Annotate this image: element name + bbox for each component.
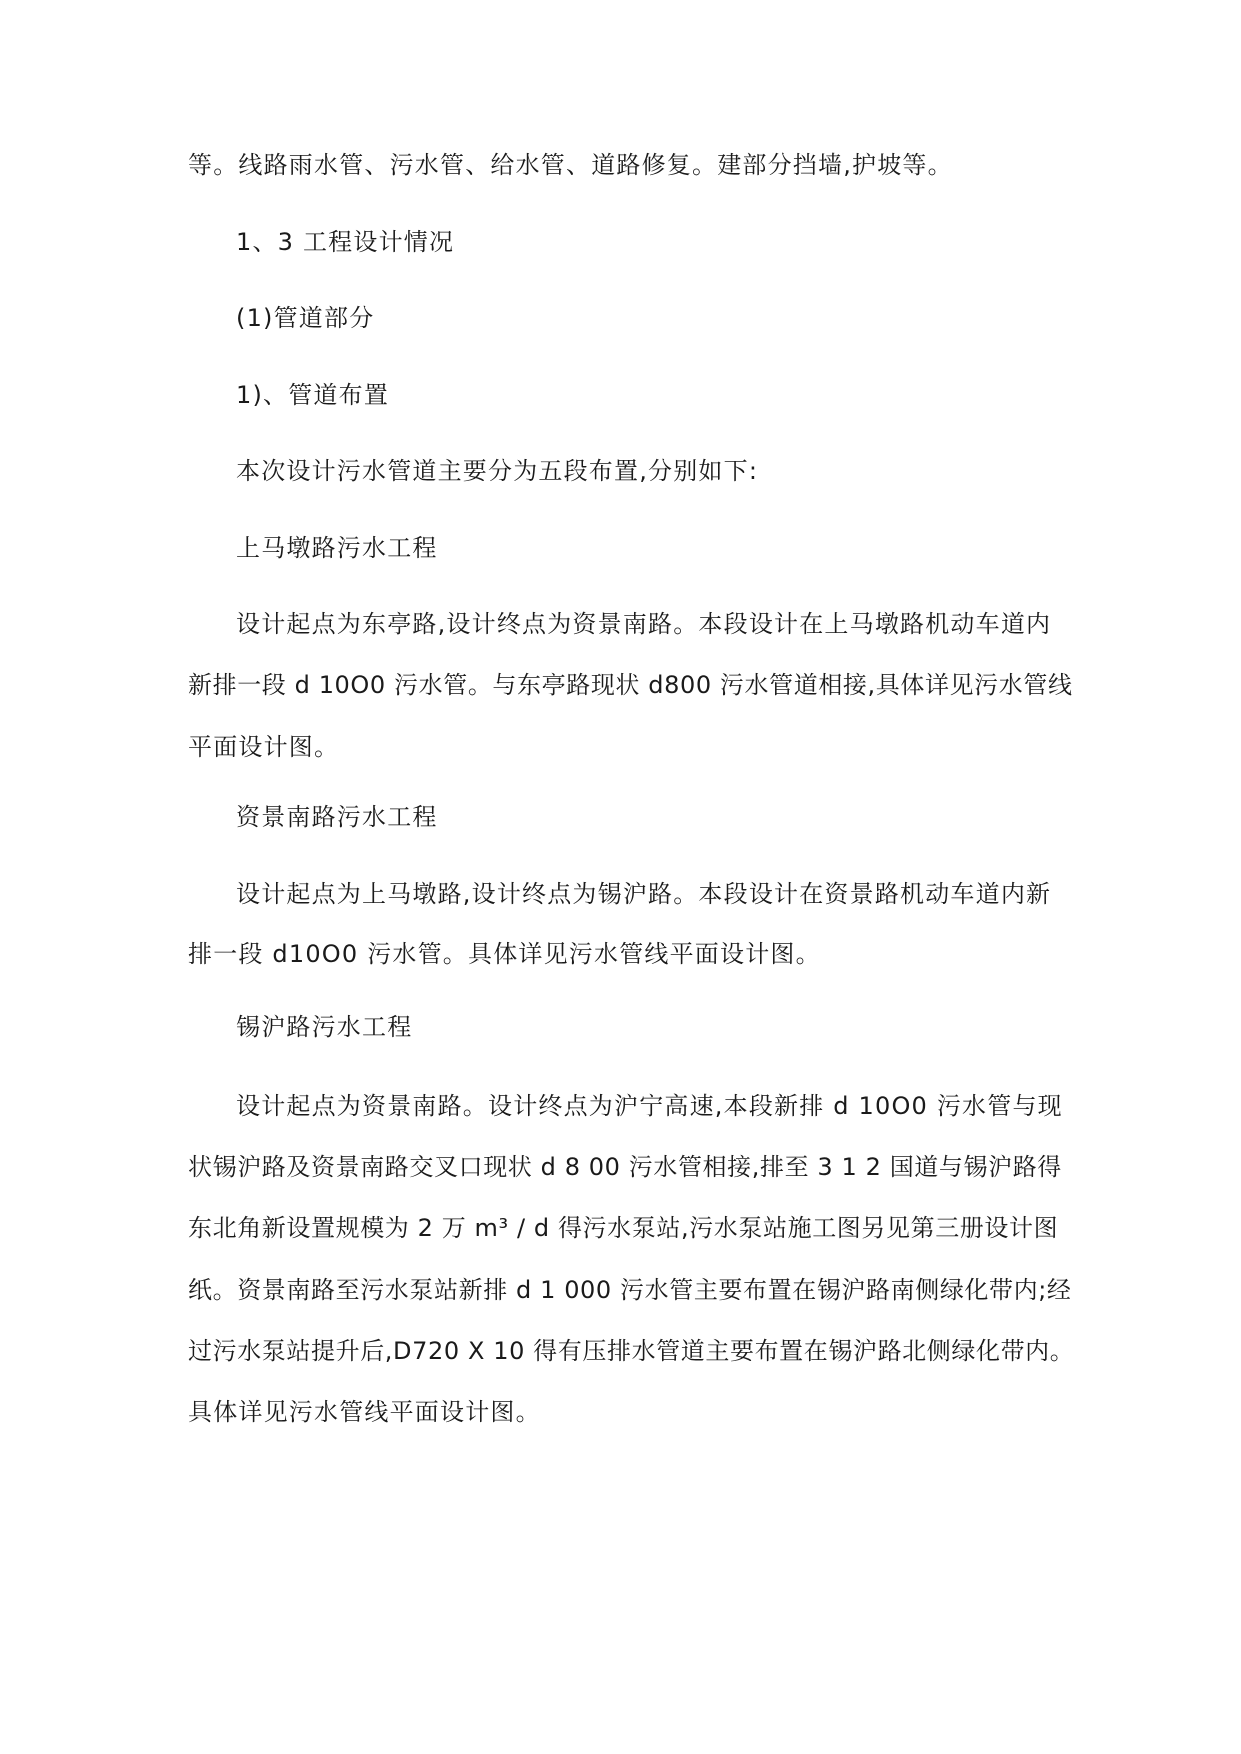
subsection-heading: 1)、管道布置 <box>236 381 390 409</box>
paragraph-line: 过污水泵站提升后,D720 X 10 得有压排水管道主要布置在锡沪路北侧绿化带内。 <box>188 1337 1075 1365</box>
subsection-heading: (1)管道部分 <box>236 304 375 332</box>
section-heading: 1、3 工程设计情况 <box>236 228 455 256</box>
paragraph-line: 新排一段 d 10O0 污水管。与东亭路现状 d800 污水管道相接,具体详见污水管线 <box>188 671 1073 699</box>
paragraph-line: 设计起点为东亭路,设计终点为资景南路。本段设计在上马墩路机动车道内 <box>236 610 1052 638</box>
paragraph-line: 设计起点为上马墩路,设计终点为锡沪路。本段设计在资景路机动车道内新 <box>236 880 1052 908</box>
paragraph-line: 平面设计图。 <box>188 733 340 761</box>
item-heading: 上马墩路污水工程 <box>236 534 438 562</box>
paragraph-line: 纸。资景南路至污水泵站新排 d 1 000 污水管主要布置在锡沪路南侧绿化带内;经 <box>188 1276 1072 1304</box>
paragraph-line: 设计起点为资景南路。设计终点为沪宁高速,本段新排 d 10O0 污水管与现 <box>236 1092 1063 1120</box>
paragraph-line: 本次设计污水管道主要分为五段布置,分别如下: <box>236 457 759 485</box>
paragraph-line: 东北角新设置规模为 2 万 m³ / d 得污水泵站,污水泵站施工图另见第三册设计图 <box>188 1214 1059 1242</box>
paragraph-line: 排一段 d10O0 污水管。具体详见污水管线平面设计图。 <box>188 940 821 968</box>
item-heading: 资景南路污水工程 <box>236 803 438 831</box>
paragraph-line: 状锡沪路及资景南路交叉口现状 d 8 00 污水管相接,排至 3 1 2 国道与锡沪路得 <box>188 1153 1062 1181</box>
paragraph-line: 等。线路雨水管、污水管、给水管、道路修复。建部分挡墙,护坡等。 <box>188 151 953 179</box>
paragraph-line: 具体详见污水管线平面设计图。 <box>188 1398 541 1426</box>
item-heading: 锡沪路污水工程 <box>236 1013 413 1041</box>
